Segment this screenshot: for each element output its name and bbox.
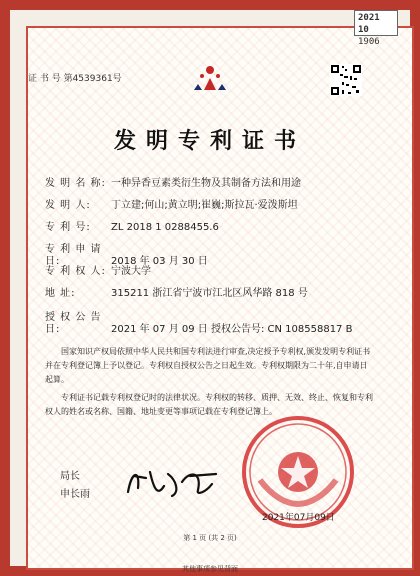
- field-label: 专 利 申 请 日:: [45, 244, 102, 267]
- back-side-note: 其他事项参见背面: [182, 565, 238, 573]
- field-label: 发 明 名 称:: [45, 178, 106, 189]
- field-value: 丁立建;何山;黄立明;崔巍;斯拉瓦·爱泼斯坦: [111, 200, 298, 211]
- patent-office-logo-icon: [184, 54, 236, 106]
- field-value: ZL 2018 1 0288455.6: [111, 222, 219, 233]
- field-label: 地 址:: [45, 288, 76, 299]
- field-label: 发 明 人:: [45, 200, 91, 211]
- field-value: 宁波大学: [111, 266, 151, 277]
- field-value: 一种异香豆素类衍生物及其制备方法和用途: [111, 178, 301, 189]
- field-filing-date: [45, 244, 385, 268]
- stamp-line-1: 2021 10: [358, 13, 380, 35]
- qr-code-icon: [330, 64, 362, 96]
- statement-paragraph-1: 国家知识产权局依照中华人民共和国专利法进行审查,决定授予专利权,颁发发明专利证书并在专利登记簿上予以登记。专利权自授权公告之日起生效。专利权期限为二十年,自申请日起算。: [45, 347, 371, 384]
- field-address: [45, 288, 385, 300]
- signatory: [60, 468, 90, 504]
- field-inventors: [45, 200, 385, 212]
- signatory-title: 局长: [60, 471, 80, 482]
- stamp-line-2: 1906: [358, 37, 380, 47]
- page-indicator: 第 1 页 (共 2 页): [183, 534, 237, 542]
- field-patentee: [45, 266, 385, 278]
- field-label: 授 权 公 告 日:: [45, 312, 102, 335]
- field-value: 315211 浙江省宁波市江北区风华路 818 号: [111, 288, 308, 299]
- signatory-name: 申长雨: [60, 489, 90, 500]
- field-value: 2021 年 07 月 09 日 授权公告号: CN 108558817 B: [111, 324, 353, 335]
- statement-paragraph-2: 专利证书记载专利权登记时的法律状况。专利权的转移、质押、无效、终止、恢复和专利权人的姓名或名称、国籍、地址变更等事项记载在专利登记簿上。: [45, 393, 373, 416]
- certificate-number: 证 书 号 第4539361号: [28, 74, 122, 84]
- field-patent-number: [45, 222, 385, 234]
- handwritten-signature: [120, 462, 230, 502]
- field-invention-name: [45, 178, 385, 190]
- seal-date: 2021年07月09日: [262, 513, 335, 523]
- field-label: 专 利 号:: [45, 222, 91, 233]
- certificate-title: 发明专利证书: [113, 128, 306, 154]
- received-stamp: [354, 10, 398, 47]
- field-label: 专 利 权 人:: [45, 266, 106, 277]
- field-value: 2018 年 03 月 30 日: [111, 256, 208, 267]
- field-grant-date: [45, 312, 385, 336]
